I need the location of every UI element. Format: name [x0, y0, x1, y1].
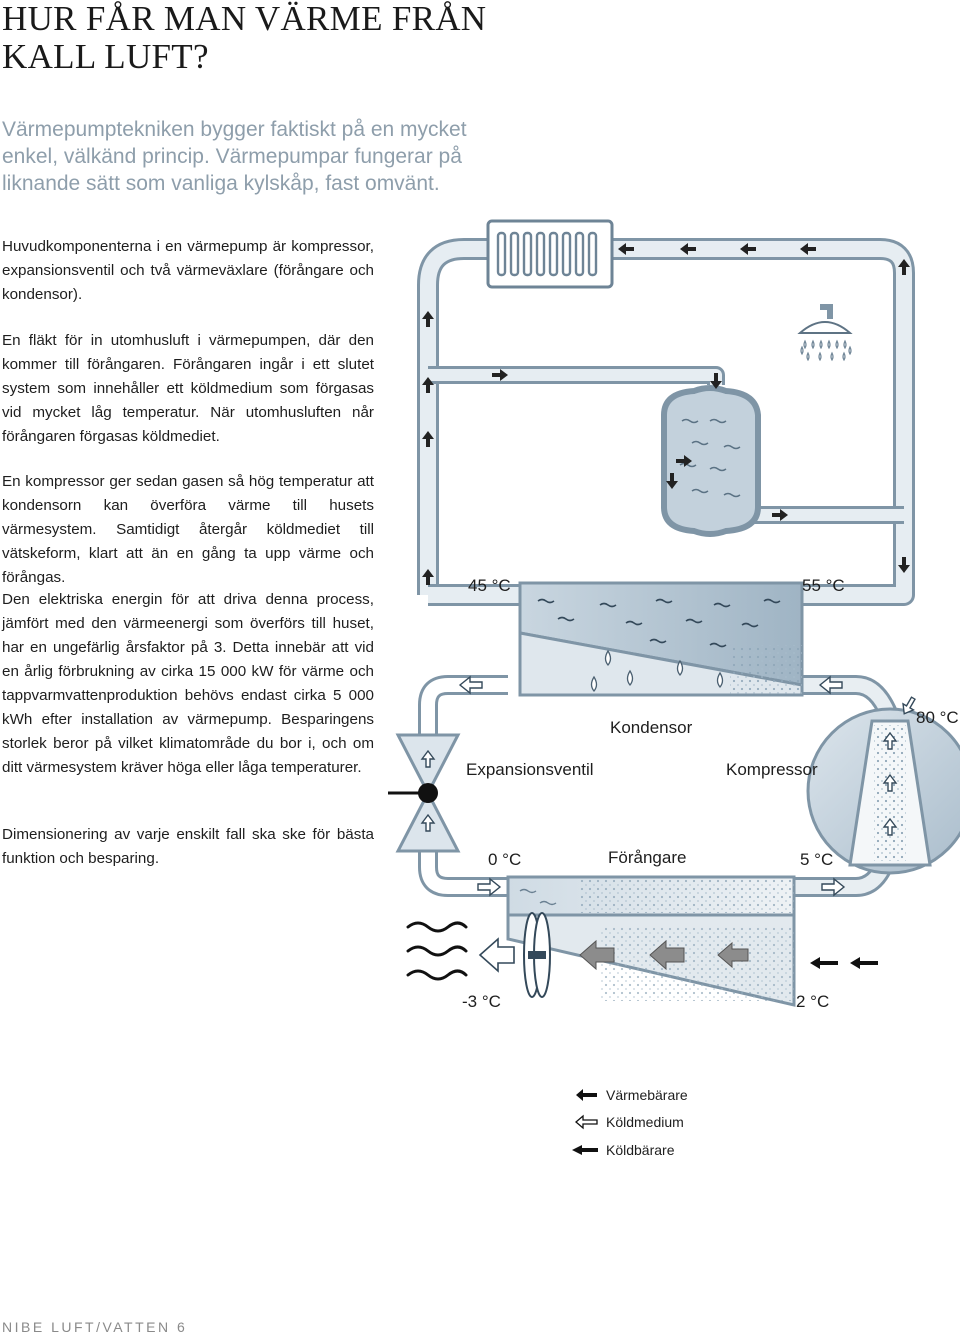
label-kompressor: Kompressor [726, 760, 818, 779]
compressor [808, 709, 960, 873]
paragraph-dimensioning: Dimensionering av varje enskilt fall ska ske för bästa funktion och besparing. [2, 826, 374, 867]
paragraph-energy: Den elektriska energin för att driva denna process, jämfört med den värmeenergi som överförs till huset, har en ungefärlig årsfaktor på 3. Detta innebär att vid en årlig förbrukning av cirka 15 000 kW för värme och tappvarmvattenproduktion behövs endast cirka 5 000 kWh efter installation av värmepump. Besparingens storlek beror på vilket klimatområde du bor i, och om ditt värmesystem kräver höga eller låga temperaturer. [2, 591, 374, 776]
paragraph-evaporator: En fläkt för in utomhusluft i värmepumpen, där den kommer till förångaren. Förångaren ingår i ett slutet system som innehåller ett köldmedium som förgasas vid mycket låg temperatur. När utomhusluften når förångaren förgasas köldmediet. [2, 332, 374, 445]
arrow-left-black-icon [576, 1089, 597, 1101]
temp-compressor-out: 80 °C [916, 708, 959, 727]
legend-label-koldmedium: Köldmedium [606, 1114, 684, 1130]
title-line-2: KALL LUFT? [2, 37, 209, 76]
heat-pump-diagram [380, 215, 960, 1175]
legend-item-varmebarare [576, 1087, 688, 1103]
expansion-valve [388, 735, 458, 851]
label-expansionsventil: Expansionsventil [466, 760, 594, 779]
shower-icon [800, 307, 851, 360]
temp-condenser-out: 55 °C [802, 576, 845, 595]
legend-label-varmebarare: Värmebärare [606, 1087, 688, 1103]
label-kondensor: Kondensor [610, 718, 693, 737]
temp-evaporator-out: 5 °C [800, 850, 834, 869]
temp-air-out: -3 °C [462, 992, 501, 1011]
temp-air-in: 2 °C [796, 992, 830, 1011]
legend-label-koldbarare: Köldbärare [606, 1142, 675, 1158]
condenser [520, 583, 802, 695]
fan-icon [524, 913, 550, 997]
paragraph-compressor: En kompressor ger sedan gasen så hög temperatur att kondensorn kan överföra värme till husets värmesystem. Samtidigt återgår köldmediet till vätskeform, klart att än en gång ta upp värme och förångas. [2, 473, 374, 586]
paragraph-components: Huvudkomponenterna i en värmepump är kompressor, expansionsventil och två värmeväxlare (förångare och kondensor). [2, 238, 374, 303]
label-forangare: Förångare [608, 848, 687, 867]
legend-item-koldbarare [572, 1142, 675, 1158]
page-title [2, 0, 522, 76]
legend-item-koldmedium [576, 1114, 684, 1130]
intro-text: Värmepumptekniken bygger faktiskt på en mycket enkel, välkänd princip. Värmepumpar fungerar på liknande sätt som vanliga kylskåp, fast omvänt. [2, 118, 467, 195]
title-line-1: HUR FÅR MAN VÄRME FRÅN [2, 0, 487, 38]
temp-condenser-in: 45 °C [468, 576, 511, 595]
page-footer: NIBE LUFT/VATTEN 6 [2, 1319, 188, 1335]
radiator-icon [488, 221, 612, 287]
arrow-left-thin-black-icon [572, 1145, 598, 1155]
legend [572, 1087, 688, 1158]
temp-evaporator-in: 0 °C [488, 850, 522, 869]
evaporator [508, 877, 794, 1005]
arrow-left-outline-icon [576, 1116, 597, 1128]
